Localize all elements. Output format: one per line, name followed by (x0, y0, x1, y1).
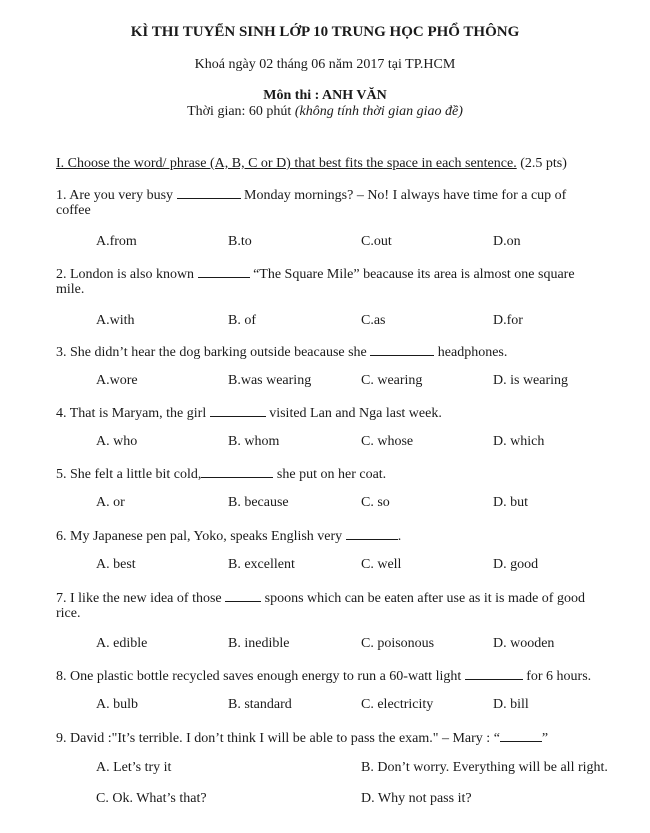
option-a: A. Let’s try it (96, 760, 172, 775)
question-text: Monday mornings? – No! I always have time for a cup of (240, 188, 567, 203)
time-label: Thời gian: 60 phút (187, 104, 295, 119)
option-d: D. good (493, 557, 539, 572)
question-text: headphones. (434, 345, 508, 360)
option-c: C. electricity (361, 697, 434, 712)
option-b: B. of (228, 313, 256, 328)
question-text: 2. London is also known (56, 267, 198, 282)
option-a: A.from (96, 234, 137, 249)
section-instruction: I. Choose the word/ phrase (A, B, C or D) that best fits the space in each sentence. (56, 156, 517, 171)
option-d: D. Why not pass it? (361, 791, 472, 806)
question-1-continuation: coffee (56, 203, 91, 218)
option-d: D. but (493, 495, 528, 510)
option-d: D. which (493, 434, 545, 449)
option-c: C. well (361, 557, 402, 572)
option-d: D. wooden (493, 636, 555, 651)
answer-blank (177, 186, 241, 199)
option-b: B. inedible (228, 636, 290, 651)
answer-blank (465, 667, 523, 680)
answer-blank (210, 404, 266, 417)
option-a: A. best (96, 557, 136, 572)
section-heading (56, 156, 567, 172)
answer-blank (346, 527, 398, 540)
question-text: 9. David :"It’s terrible. I don’t think I will be able to pass the exam." – Mary : “ (56, 731, 500, 746)
option-c: C.as (361, 313, 386, 328)
question-text: 1. Are you very busy (56, 188, 177, 203)
option-b: B.to (228, 234, 252, 249)
option-d: D.for (493, 313, 523, 328)
exam-title: KÌ THI TUYỂN SINH LỚP 10 TRUNG HỌC PHỔ THÔNG (130, 24, 520, 40)
question-text: 8. One plastic bottle recycled saves enough energy to run a 60-watt light (56, 669, 465, 684)
question-text: . (397, 529, 402, 544)
question-text: 5. She felt a little bit cold, (56, 467, 202, 482)
question-text: 6. My Japanese pen pal, Yoko, speaks English very (56, 529, 346, 544)
answer-blank (500, 729, 542, 742)
answer-blank (198, 265, 250, 278)
option-c: C. Ok. What’s that? (96, 791, 207, 806)
option-b: B. Don’t worry. Everything will be all right. (361, 760, 608, 775)
option-c: C. wearing (361, 373, 423, 388)
option-b: B. standard (228, 697, 292, 712)
exam-time (0, 104, 650, 120)
option-a: A.wore (96, 373, 138, 388)
time-note: (không tính thời gian giao đề) (294, 104, 463, 119)
option-b: B. excellent (228, 557, 295, 572)
answer-blank (225, 589, 261, 602)
answer-blank (201, 465, 273, 478)
exam-subject: Môn thi : ANH VĂN (263, 88, 387, 103)
question-7-continuation: rice. (56, 606, 81, 621)
option-d: D.on (493, 234, 521, 249)
option-a: A. or (96, 495, 125, 510)
question-text: she put on her coat. (273, 467, 387, 482)
question-1 (56, 186, 566, 204)
question-text: 7. I like the new idea of those (56, 591, 226, 606)
section-points: (2.5 pts) (516, 156, 567, 171)
question-7 (56, 589, 585, 607)
answer-blank (370, 343, 434, 356)
question-text: 3. She didn’t hear the dog barking outside beacause she (56, 345, 371, 360)
question-9 (56, 729, 548, 747)
question-text: ” (541, 731, 549, 746)
question-text: spoons which can be eaten after use as it is made of good (261, 591, 585, 606)
question-8 (56, 667, 591, 685)
option-c: C. so (361, 495, 390, 510)
question-5 (56, 465, 386, 483)
question-4 (56, 404, 442, 422)
question-text: for 6 hours. (522, 669, 592, 684)
option-b: B. whom (228, 434, 280, 449)
question-text: 4. That is Maryam, the girl (56, 406, 210, 421)
option-a: A.with (96, 313, 135, 328)
option-d: D. bill (493, 697, 529, 712)
option-a: A. who (96, 434, 138, 449)
option-b: B. because (228, 495, 289, 510)
option-d: D. is wearing (493, 373, 569, 388)
question-3 (56, 343, 507, 361)
option-a: A. bulb (96, 697, 138, 712)
question-text: visited Lan and Nga last week. (265, 406, 442, 421)
question-text: “The Square Mile” beacause its area is almost one square (249, 267, 575, 282)
option-a: A. edible (96, 636, 148, 651)
option-c: C. whose (361, 434, 414, 449)
option-b: B.was wearing (228, 373, 312, 388)
question-6 (56, 527, 401, 545)
question-2-continuation: mile. (56, 282, 85, 297)
option-c: C. poisonous (361, 636, 435, 651)
option-c: C.out (361, 234, 392, 249)
question-2 (56, 265, 575, 283)
exam-date: Khoá ngày 02 tháng 06 năm 2017 tại TP.HCM (194, 57, 456, 72)
